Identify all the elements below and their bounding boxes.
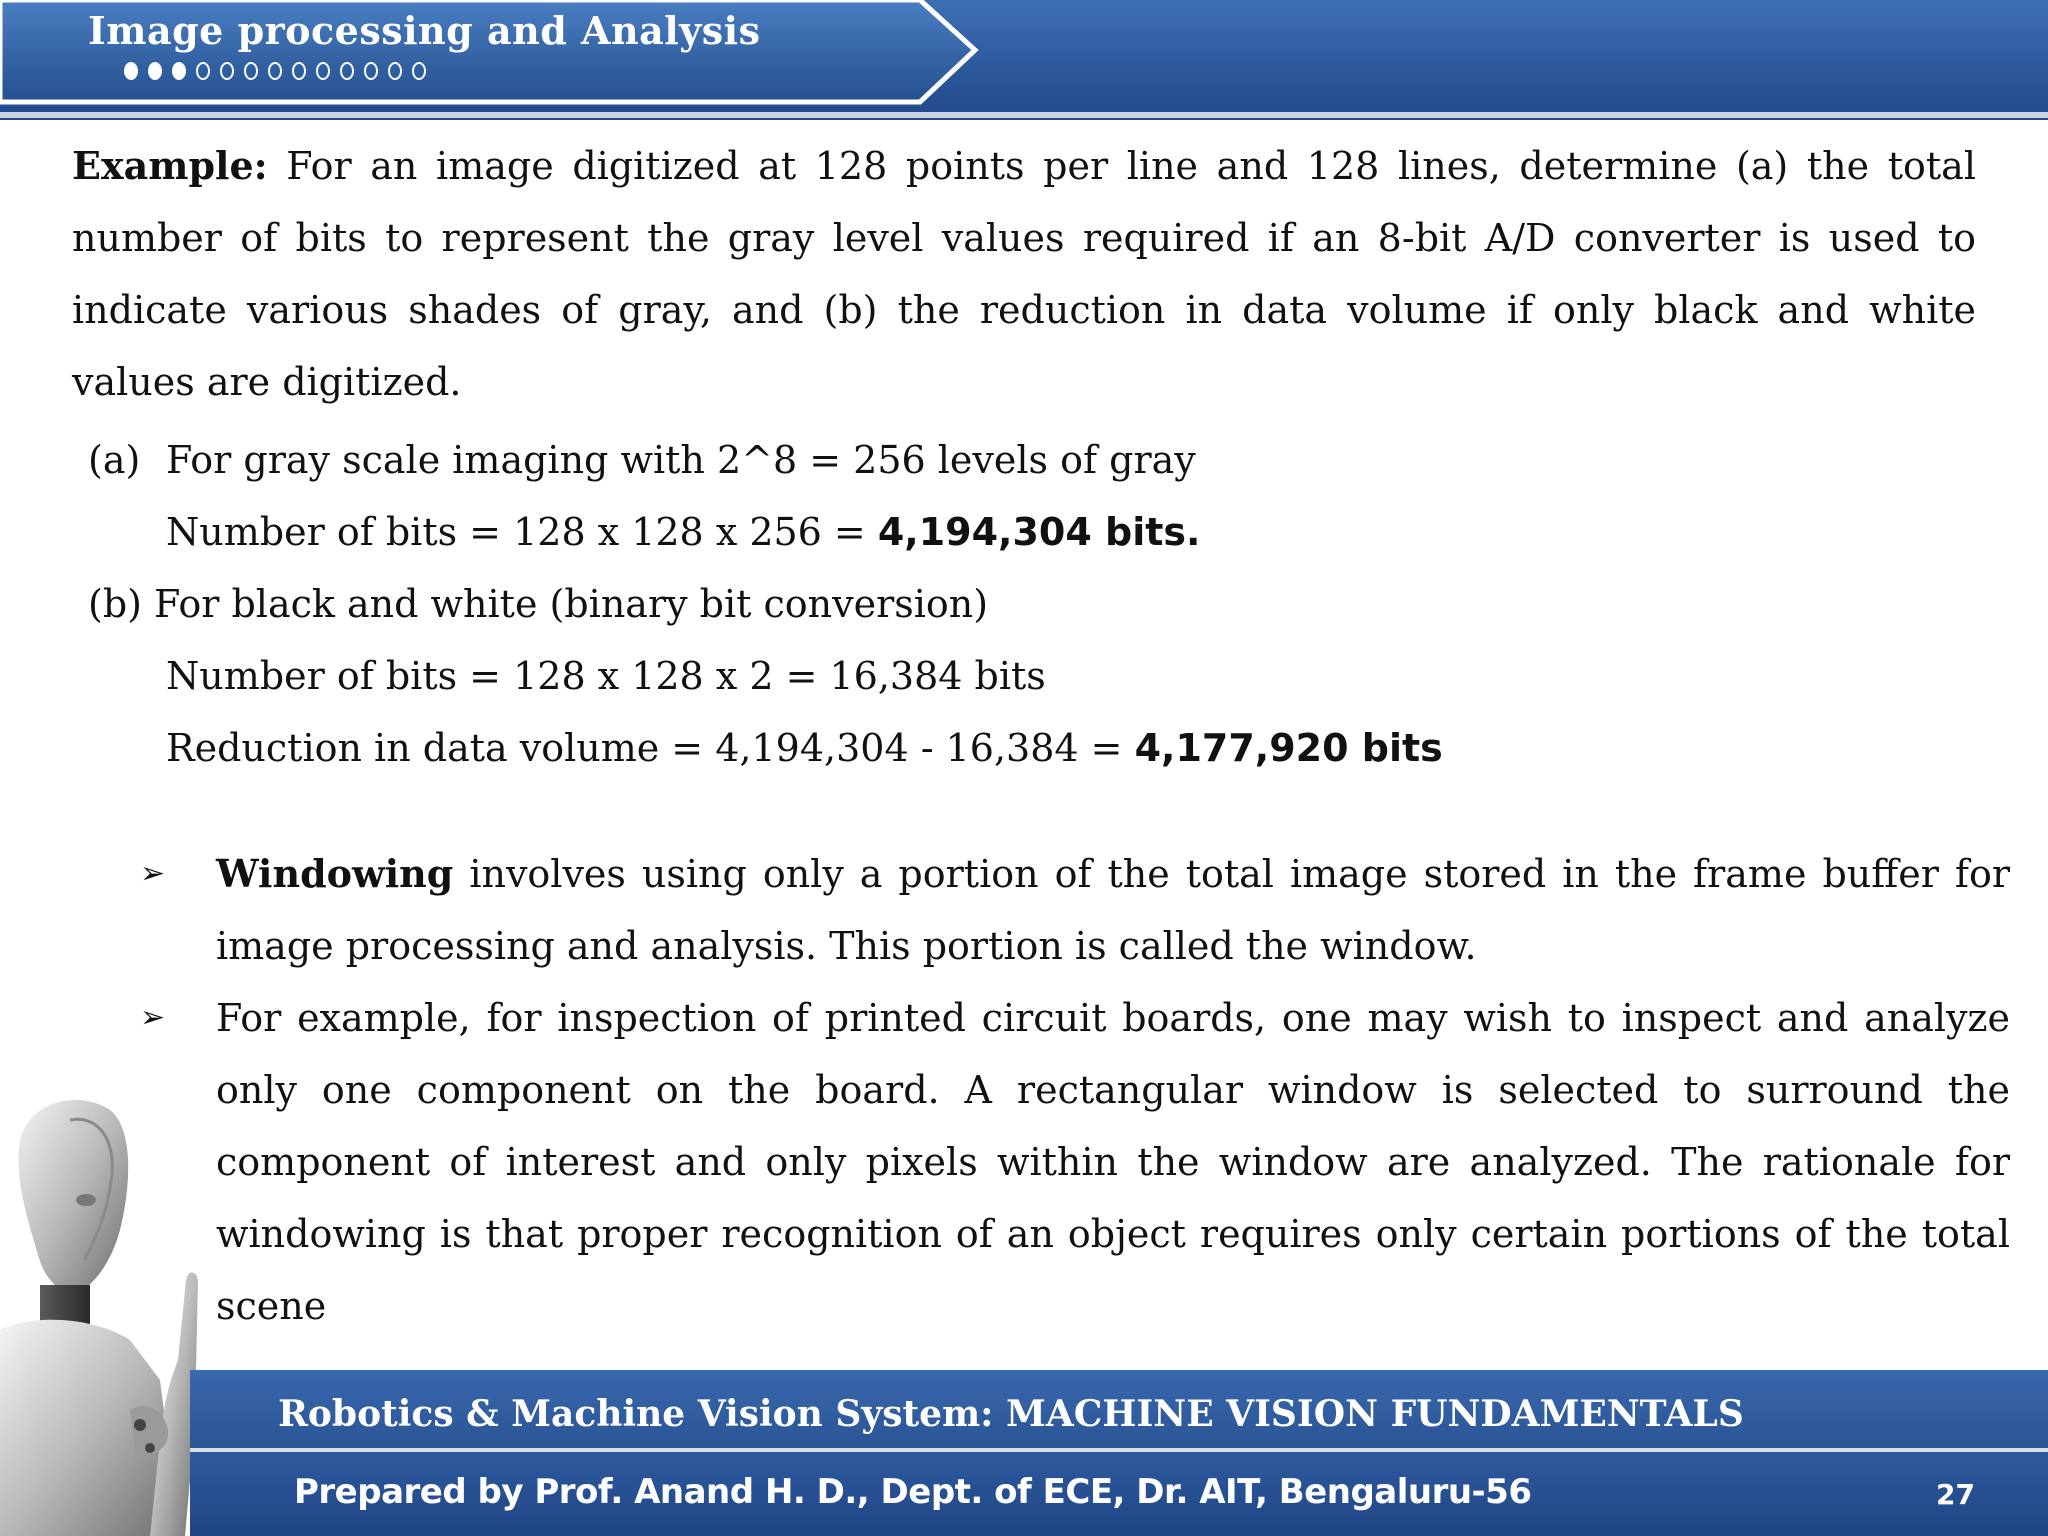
part-b-result: 4,177,920 bits (1134, 726, 1443, 770)
part-b-line2: Number of bits = 128 x 128 x 2 = 16,384 bits (166, 654, 1046, 698)
progress-dot (196, 62, 210, 80)
progress-dot (364, 62, 378, 80)
list-item (140, 838, 2010, 982)
course-title: Robotics & Machine Vision System: MACHINE VISION FUNDAMENTALS (278, 1393, 1744, 1435)
progress-dot (388, 62, 402, 80)
part-a-equation: Number of bits = 128 x 128 x 256 = (166, 510, 878, 554)
arrow-bullet-icon: ➢ (140, 856, 166, 891)
progress-dot (148, 62, 162, 80)
part-a-marker: (a) (88, 438, 141, 482)
example-label: Example: (72, 143, 268, 188)
arrow-bullet-icon: ➢ (140, 1000, 166, 1035)
slide-title: Image processing and Analysis (88, 8, 761, 53)
part-a-line1: For gray scale imaging with 2^8 = 256 levels of gray (166, 438, 1196, 482)
part-b-line1: (b) For black and white (binary bit conversion) (88, 582, 989, 626)
progress-dot (220, 62, 234, 80)
progress-dot (244, 62, 258, 80)
slide-progress-dots (124, 62, 426, 80)
prepared-by: Prepared by Prof. Anand H. D., Dept. of ECE, Dr. AIT, Bengaluru-56 (294, 1472, 1532, 1512)
example-text: For an image digitized at 128 points per line and 128 lines, determine (a) the total number of bits to represent the gray level values required if an 8-bit A/D converter is used to indicate various shades of gray, and (b) the reduction in data volume if only black and white values are digitized. (72, 144, 1976, 404)
progress-dot (412, 62, 426, 80)
bullet-text (216, 838, 2010, 982)
example-paragraph (72, 130, 1976, 418)
bullet-body: For example, for inspection of printed circuit boards, one may wish to inspect and analyze only one component on the board. A rectangular window is selected to surround the component of interest and only pixels within the window are analyzed. The rationale for windowing is that proper recognition of an object requires only certain portions of the total scene (216, 996, 2010, 1328)
bullet-text (216, 982, 2010, 1342)
header-divider (0, 112, 2048, 118)
part-b-equation: Reduction in data volume = 4,194,304 - 16,384 = (166, 726, 1135, 770)
progress-dot (340, 62, 354, 80)
progress-dot (172, 62, 186, 80)
progress-dot (124, 62, 138, 80)
page-number: 27 (1936, 1478, 1975, 1511)
progress-dot (268, 62, 282, 80)
bullet-list (140, 838, 2010, 1342)
list-item (140, 982, 2010, 1342)
part-b-line3 (166, 726, 1443, 770)
part-a-result: 4,194,304 bits. (877, 510, 1201, 554)
progress-dot (316, 62, 330, 80)
part-a-line2 (166, 510, 1201, 554)
progress-dot (292, 62, 306, 80)
bullet-body: involves using only a portion of the total image stored in the frame buffer for image processing and analysis. This portion is called the window. (216, 852, 2010, 968)
bullet-term: Windowing (216, 851, 454, 896)
